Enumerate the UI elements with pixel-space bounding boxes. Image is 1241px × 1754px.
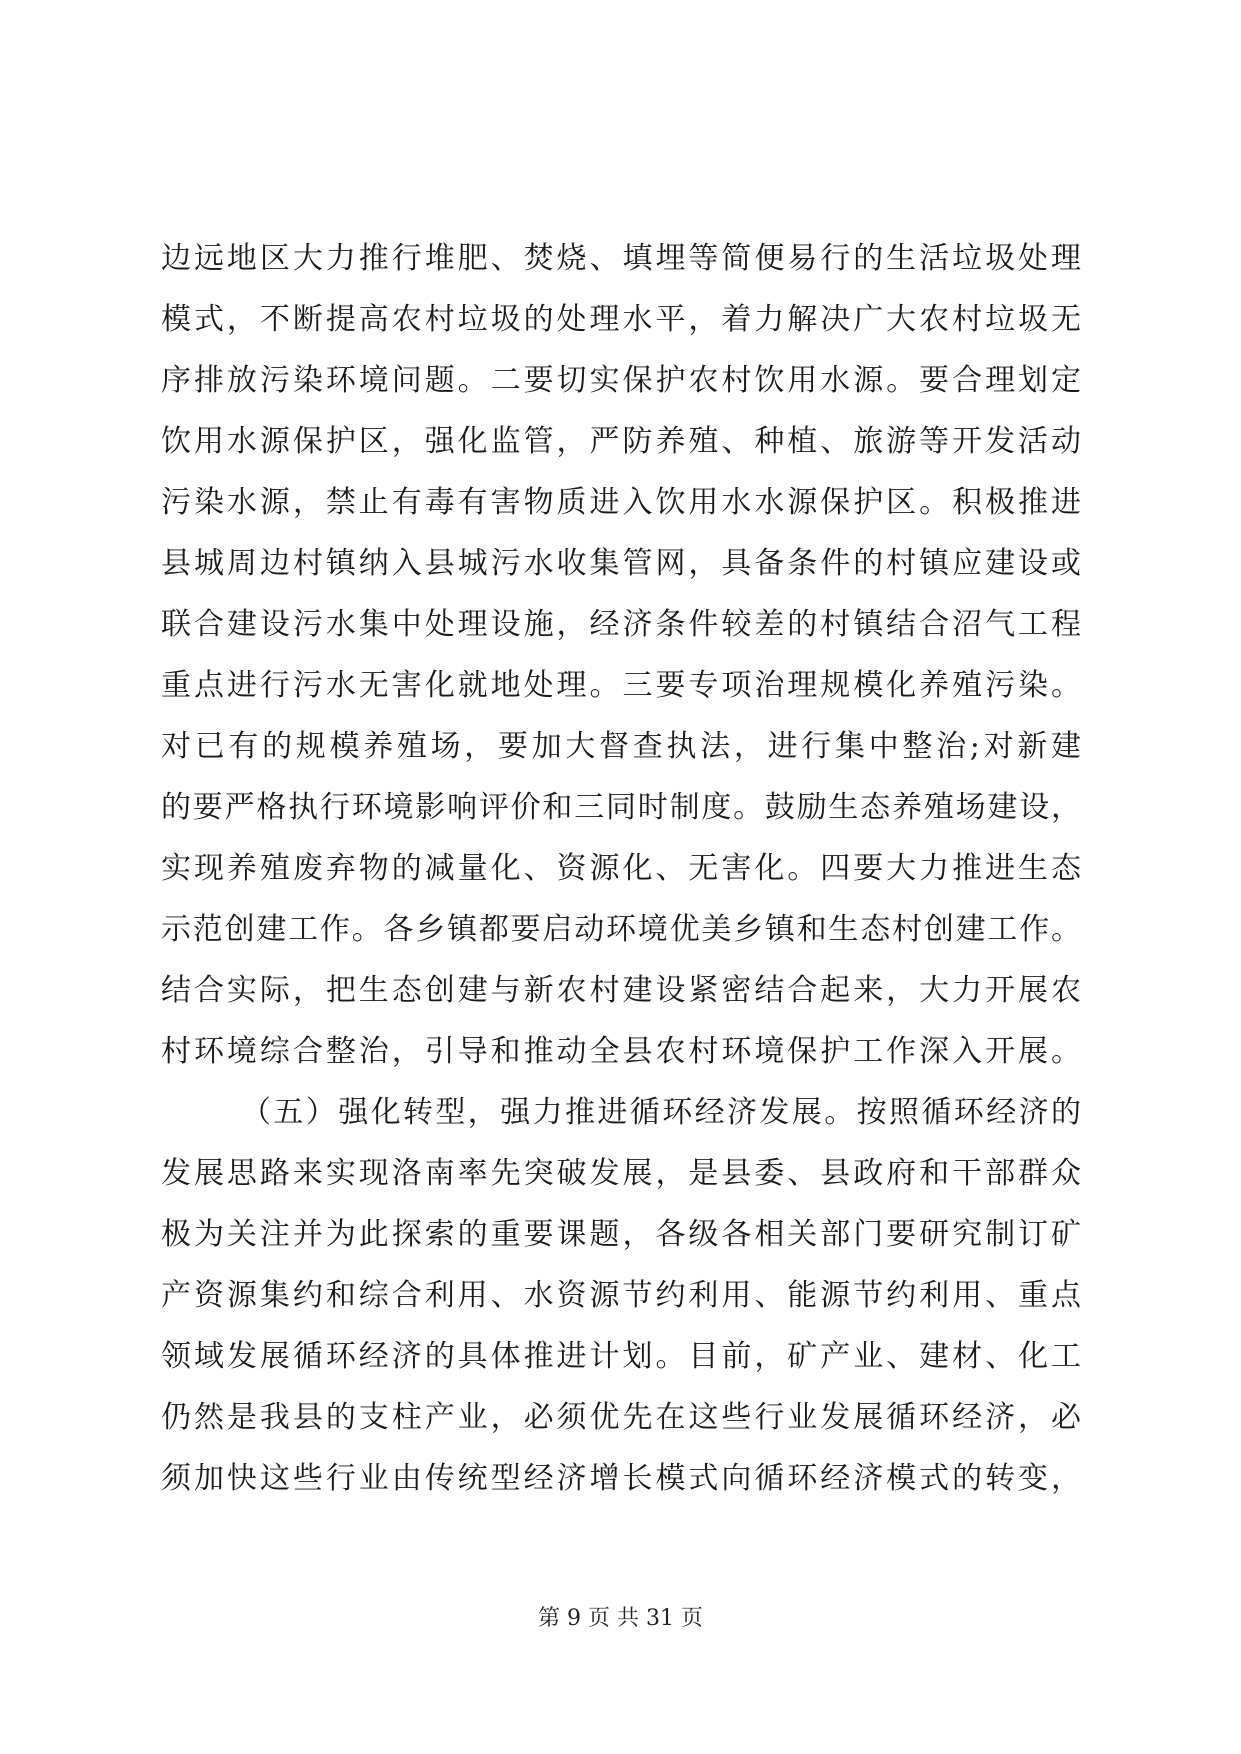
text-line: 联合建设污水集中处理设施，经济条件较差的村镇结合沼气工程	[161, 607, 1081, 642]
text-line: 结合实际，把生态创建与新农村建设紧密结合起来，大力开展农	[161, 973, 1081, 1008]
text-line: 重点进行污水无害化就地处理。三要专项治理规模化养殖污染。	[161, 668, 1081, 703]
page-number-footer: 第 9 页 共 31 页	[538, 1606, 703, 1631]
text-line: 领域发展循环经济的具体推进计划。目前，矿产业、建材、化工	[161, 1339, 1081, 1374]
text-line: 的要严格执行环境影响评价和三同时制度。鼓励生态养殖场建设，	[161, 790, 1081, 825]
text-line: 极为关注并为此探索的重要课题，各级各相关部门要研究制订矿	[161, 1217, 1081, 1252]
section-heading-line: （五）强化转型，强力推进循环经济发展。按照循环经济的	[241, 1095, 1081, 1130]
paragraph-end-line: 村环境综合整治，引导和推动全县农村环境保护工作深入开展。	[161, 1034, 1081, 1069]
text-line: 模式，不断提高农村垃圾的处理水平，着力解决广大农村垃圾无	[161, 302, 1081, 337]
text-line: 发展思路来实现洛南率先突破发展，是县委、县政府和干部群众	[161, 1156, 1081, 1191]
text-line: 实现养殖废弃物的减量化、资源化、无害化。四要大力推进生态	[161, 851, 1081, 886]
document-body	[161, 228, 1081, 1509]
text-line: 示范创建工作。各乡镇都要启动环境优美乡镇和生态村创建工作。	[161, 912, 1081, 947]
text-line: 对已有的规模养殖场，要加大督查执法，进行集中整治;对新建	[161, 729, 1081, 764]
text-line: 仍然是我县的支柱产业，必须优先在这些行业发展循环经济，必	[161, 1400, 1081, 1435]
text-line: 污染水源，禁止有毒有害物质进入饮用水水源保护区。积极推进	[161, 485, 1081, 520]
text-line: 序排放污染环境问题。二要切实保护农村饮用水源。要合理划定	[161, 363, 1081, 398]
text-line: 产资源集约和综合利用、水资源节约利用、能源节约利用、重点	[161, 1278, 1081, 1313]
text-line: 饮用水源保护区，强化监管，严防养殖、种植、旅游等开发活动	[161, 424, 1081, 459]
text-line: 须加快这些行业由传统型经济增长模式向循环经济模式的转变，	[161, 1461, 1081, 1496]
text-line: 边远地区大力推行堆肥、焚烧、填埋等简便易行的生活垃圾处理	[161, 241, 1081, 276]
text-line: 县城周边村镇纳入县城污水收集管网，具备条件的村镇应建设或	[161, 546, 1081, 581]
